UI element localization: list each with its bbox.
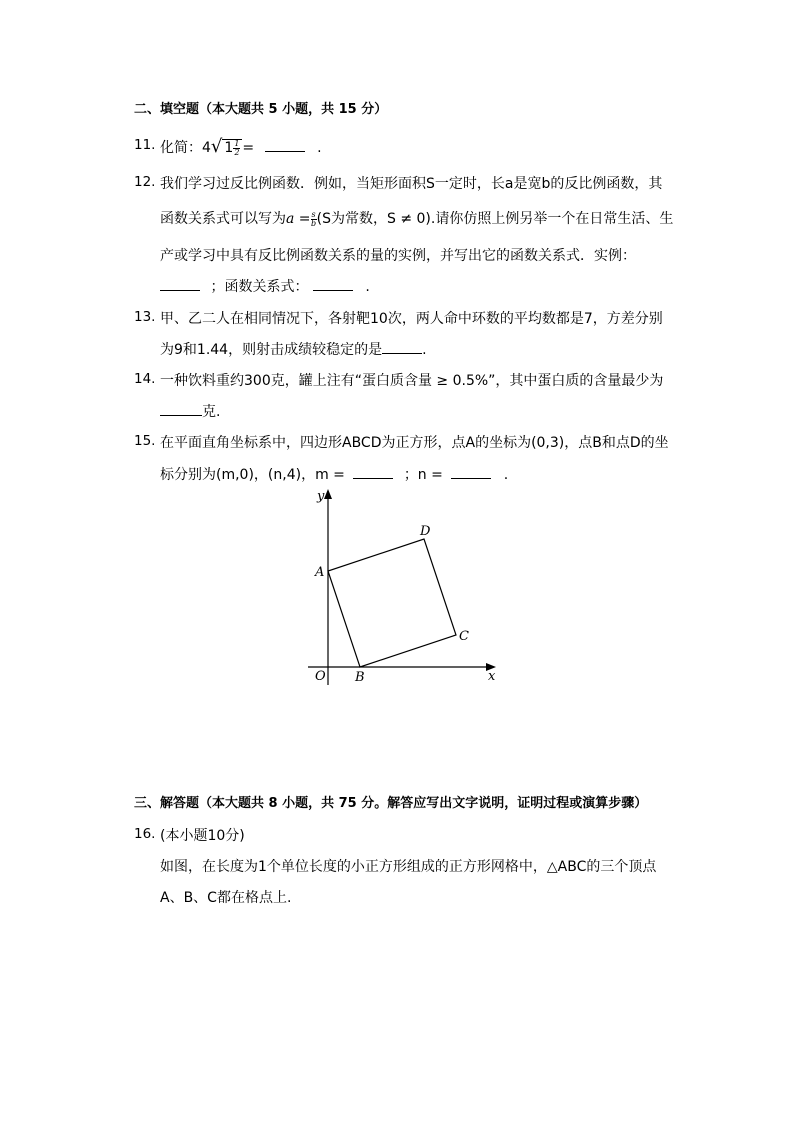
label-x: x bbox=[488, 669, 496, 684]
q11-answer-blank[interactable] bbox=[265, 137, 305, 152]
label-b: B bbox=[355, 670, 365, 685]
q11-number: 11. bbox=[134, 137, 156, 153]
q14-answer-blank[interactable] bbox=[160, 401, 202, 416]
radical-sign: √ bbox=[210, 136, 223, 157]
q16-line1: 如图，在长度为1个单位长度的小正方形组成的正方形网格中，△ABC的三个顶点 bbox=[160, 859, 657, 875]
label-a: A bbox=[315, 565, 325, 580]
q15-line1: 在平面直角坐标系中，四边形ABCD为正方形，点A的坐标为(0,3)，点B和点D的坐 bbox=[160, 435, 669, 451]
q11-mixed-whole: 1 bbox=[224, 140, 234, 156]
square-coordinate-figure bbox=[300, 485, 510, 695]
q16-number: 16. bbox=[134, 826, 156, 842]
q11-coef: 4 bbox=[202, 140, 211, 156]
q12-example-blank[interactable] bbox=[160, 276, 200, 291]
q12-line1: 我们学习过反比例函数．例如，当矩形面积S一定时，长a是宽b的反比例函数，其 bbox=[160, 176, 663, 192]
q11-label: 化简： bbox=[160, 140, 202, 156]
q13-line2-text: 为9和1.44，则射击成绩较稳定的是 bbox=[160, 342, 383, 358]
q16-line2: A、B、C都在格点上. bbox=[160, 890, 292, 906]
q13-answer-blank[interactable] bbox=[382, 339, 422, 354]
q15-line2-b: ；n = bbox=[403, 467, 443, 483]
q12-line2-a: 函数关系式可以写为 bbox=[160, 211, 286, 227]
q11-fraction bbox=[233, 140, 240, 157]
q11-frac-num: 1 bbox=[234, 138, 240, 148]
q15-line2-a: 标分别为(m,0)，(n,4)，m = bbox=[160, 467, 345, 483]
q11-eq: = bbox=[242, 140, 255, 156]
q13-number: 13. bbox=[134, 309, 156, 325]
q12-line4 bbox=[160, 276, 370, 296]
q15-number: 15. bbox=[134, 433, 156, 449]
q12-line2 bbox=[160, 208, 673, 228]
q12-frac-num: s bbox=[311, 209, 316, 219]
q12-number: 12. bbox=[134, 174, 156, 190]
label-d: D bbox=[420, 524, 431, 539]
q12-line3: 产或学习中具有反比例函数关系的量的实例，并写出它的函数关系式．实例： bbox=[160, 248, 636, 264]
q14-line1: 一种饮料重约300克，罐上注有“蛋白质含量 ≥ 0.5%”，其中蛋白质的含量最少为 bbox=[160, 373, 664, 389]
radicand bbox=[222, 139, 242, 156]
q16-points: (本小题10分) bbox=[160, 828, 245, 844]
q12-formula-lhs: a = bbox=[286, 211, 311, 227]
q14-line2 bbox=[160, 401, 220, 421]
q11-text bbox=[160, 136, 322, 157]
q12-frac-den: b bbox=[311, 218, 317, 228]
q15-n-blank[interactable] bbox=[451, 464, 491, 479]
q13-line1: 甲、乙二人在相同情况下，各射靶10次，两人命中环数的平均数都是7，方差分别 bbox=[160, 311, 663, 327]
q15-m-blank[interactable] bbox=[353, 464, 393, 479]
label-origin: O bbox=[315, 669, 326, 684]
q14-line2-text: 克. bbox=[202, 404, 221, 420]
square-abcd bbox=[328, 539, 456, 667]
section-2-title: 二、填空题（本大题共 5 小题，共 15 分） bbox=[134, 102, 388, 117]
label-c: C bbox=[459, 629, 469, 644]
q12-line2-b: (S为常数，S ≠ 0).请你仿照上例另举一个在日常生活、生 bbox=[316, 211, 674, 227]
y-axis-arrow bbox=[324, 489, 332, 499]
q15-line2 bbox=[160, 464, 508, 484]
label-y: y bbox=[317, 489, 325, 504]
q12-line4-mid: ；函数关系式： bbox=[210, 279, 309, 295]
q11-frac-den: 2 bbox=[234, 147, 240, 157]
q13-end: . bbox=[422, 342, 427, 358]
q12-function-blank[interactable] bbox=[313, 276, 353, 291]
q14-number: 14. bbox=[134, 371, 156, 387]
q12-line4-end: . bbox=[365, 279, 370, 295]
q13-line2 bbox=[160, 339, 427, 359]
q11-end: . bbox=[317, 140, 322, 156]
section-3-title: 三、解答题（本大题共 8 小题，共 75 分。解答应写出文字说明，证明过程或演算步骤） bbox=[134, 796, 648, 811]
q15-end: . bbox=[503, 467, 509, 483]
